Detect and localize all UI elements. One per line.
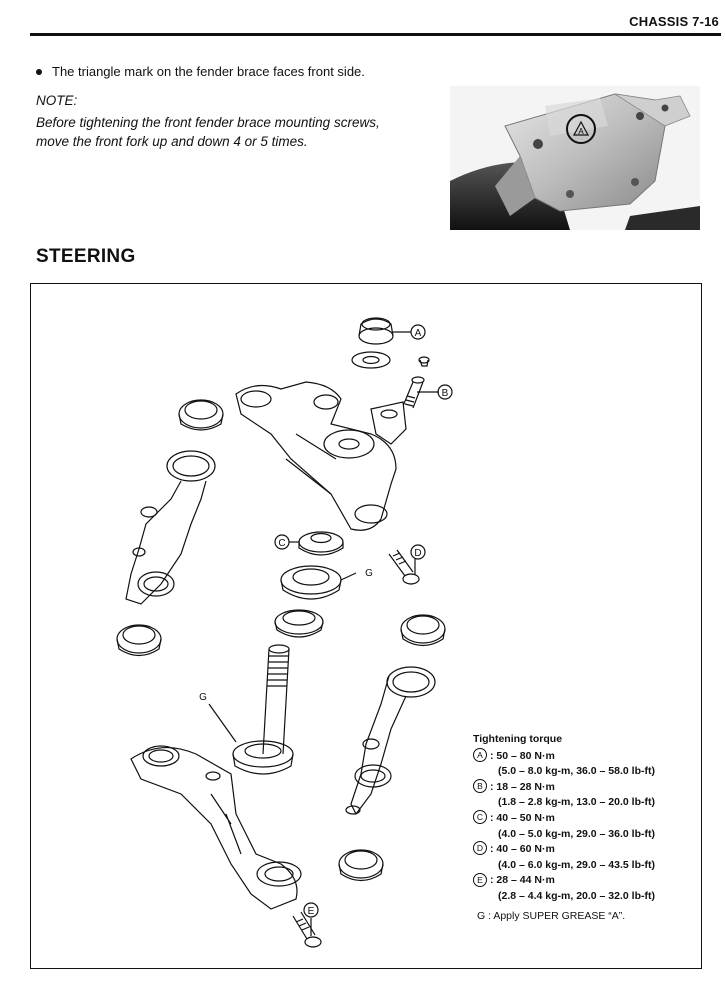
- legend-item-detail: (4.0 – 5.0 kg-m, 29.0 – 36.0 lb-ft): [498, 827, 655, 840]
- svg-text:E: E: [307, 906, 315, 917]
- right-fender-brace: [346, 667, 435, 814]
- steering-diagram: [31, 284, 471, 968]
- photo-mark-letter: A: [578, 127, 584, 136]
- section-title: STEERING: [36, 246, 136, 267]
- note-label: NOTE:: [36, 93, 78, 108]
- callout-marker-icon: E: [473, 873, 487, 887]
- legend-item-detail: (4.0 – 6.0 kg-m, 29.0 – 43.5 lb-ft): [498, 858, 655, 871]
- stem-lock-nut: [275, 532, 343, 555]
- stem-washer: [352, 352, 390, 368]
- legend-item: C : 40 – 50 N·m: [473, 811, 698, 827]
- callout-marker-icon: D: [473, 841, 487, 855]
- legend-item-detail: (5.0 – 8.0 kg-m, 36.0 – 58.0 lb-ft): [498, 765, 655, 778]
- note-text: [36, 113, 446, 151]
- note-line: Before tightening the front fender brace mounting screws,: [36, 115, 380, 130]
- steering-stem: [199, 645, 289, 754]
- steering-stem-bolt: [389, 545, 425, 584]
- steering-exploded-view: [30, 283, 702, 969]
- legend-item: E : 28 – 44 N·m: [473, 873, 698, 889]
- torque-legend: [473, 732, 698, 924]
- svg-text:A: A: [414, 328, 422, 339]
- right-fork-seal-top: [401, 615, 445, 646]
- upper-clamp-bolt: [403, 377, 452, 408]
- header-title: CHASSIS 7-16: [629, 14, 719, 29]
- legend-title: Tightening torque: [473, 733, 563, 745]
- left-fork-seal-top: [179, 400, 223, 430]
- upper-bearing: [281, 566, 373, 599]
- legend-item-detail: (1.8 – 2.8 kg-m, 13.0 – 20.0 lb-ft): [498, 796, 655, 809]
- legend-item: D : 40 – 60 N·m: [473, 842, 698, 858]
- legend-item-detail: (2.8 – 4.4 kg-m, 20.0 – 32.0 lb-ft): [498, 889, 655, 902]
- lower-clamp-bolt: [293, 903, 321, 947]
- right-fork-seal-bottom: [339, 850, 383, 881]
- callout-marker-icon: C: [473, 810, 487, 824]
- callout-marker-icon: B: [473, 779, 487, 793]
- page-header: [0, 0, 725, 36]
- legend-item: B : 18 – 28 N·m: [473, 780, 698, 796]
- svg-text:B: B: [441, 388, 449, 399]
- bullet-dot-icon: [36, 69, 42, 75]
- svg-text:D: D: [414, 548, 422, 559]
- callout-marker-icon: A: [473, 748, 487, 762]
- note-line: move the front fork up and down 4 or 5 times.: [36, 134, 308, 149]
- left-fork-seal-bottom: [117, 625, 161, 656]
- left-fender-brace: [126, 451, 215, 604]
- upper-bracket: [236, 382, 396, 530]
- legend-item: A : 50 – 80 N·m: [473, 749, 698, 765]
- header-rule: [30, 33, 721, 36]
- svg-text:G: G: [199, 692, 207, 703]
- bullet-item: [36, 64, 365, 79]
- svg-text:G: G: [365, 568, 373, 579]
- fender-brace-photo: [450, 86, 700, 230]
- grease-note: G : Apply SUPER GREASE “A”.: [477, 909, 626, 922]
- lower-bracket: [131, 746, 301, 909]
- bullet-text: The triangle mark on the fender brace faces front side.: [52, 64, 365, 79]
- stem-nut-cap: [359, 318, 425, 344]
- svg-text:C: C: [278, 538, 286, 549]
